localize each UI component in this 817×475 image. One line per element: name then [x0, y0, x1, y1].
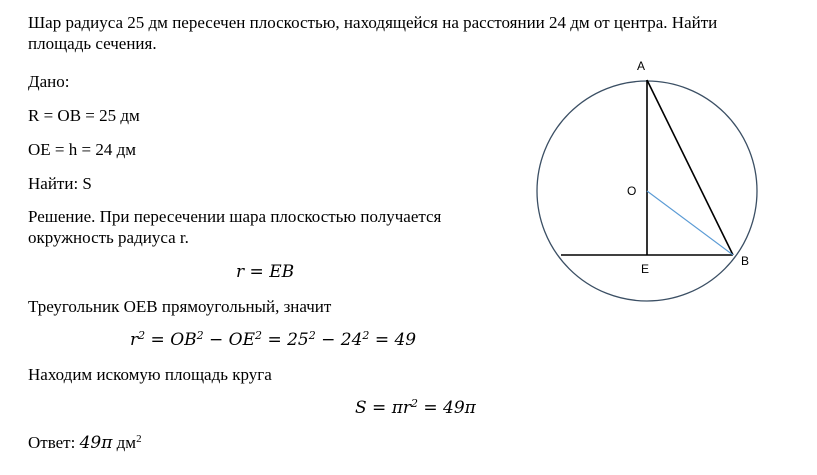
find-label: Найти: S: [28, 174, 92, 193]
eq-pyth-oe: − OE: [209, 330, 256, 350]
answer-exp: 2: [136, 433, 142, 445]
equation-r-rhs: = EB: [249, 262, 295, 282]
label-a: A: [637, 59, 646, 73]
equation-area: [355, 398, 476, 419]
eq-pyth-r: r: [130, 330, 139, 350]
line-ab: [647, 80, 733, 255]
solution-intro-line-2: окружность радиуса r.: [28, 228, 189, 247]
answer: [28, 432, 142, 454]
given-label: Дано:: [28, 72, 70, 91]
answer-value: 49π: [79, 433, 113, 453]
area-intro: Находим искомую площадь круга: [28, 365, 272, 384]
eq-pyth-result: = 49: [374, 330, 417, 350]
triangle-statement: Треугольник OEB прямоугольный, значит: [28, 297, 332, 316]
label-e: E: [641, 262, 650, 276]
eq-pyth-24: − 24: [321, 330, 363, 350]
equation-pythagoras: [130, 330, 416, 351]
sphere-section-diagram: [530, 55, 770, 305]
eq-area-exp: 2: [411, 397, 418, 410]
given-distance: OE = h = 24 дм: [28, 140, 136, 159]
equation-r-lhs: r: [236, 262, 245, 282]
eq-pyth-exp-3: 2: [255, 329, 263, 342]
solution-intro-line-1: Решение. При пересечении шара плоскостью получается: [28, 207, 442, 226]
problem-statement: [28, 12, 808, 54]
eq-pyth-25: = 25: [267, 330, 309, 350]
eq-area-rest: = 49π: [423, 398, 476, 418]
eq-area-s: S = πr: [355, 398, 411, 418]
problem-line-1: Шар радиуса 25 дм пересечен плоскостью, находящейся на расстоянии 24 дм от центра. Найти: [28, 13, 718, 32]
eq-pyth-exp-2: 2: [196, 329, 204, 342]
eq-pyth-exp-1: 2: [138, 329, 146, 342]
answer-label: Ответ:: [28, 433, 80, 452]
label-o: O: [627, 184, 637, 198]
answer-unit: дм: [112, 433, 137, 452]
label-b: B: [741, 254, 750, 268]
line-ob: [647, 191, 733, 255]
eq-pyth-exp-5: 2: [362, 329, 370, 342]
given-radius: R = OB = 25 дм: [28, 106, 140, 125]
equation-r: [236, 262, 294, 283]
eq-pyth-exp-4: 2: [308, 329, 316, 342]
eq-pyth-ob: = OB: [150, 330, 197, 350]
problem-line-2: площадь сечения.: [28, 34, 157, 53]
solution-intro: [28, 206, 503, 248]
